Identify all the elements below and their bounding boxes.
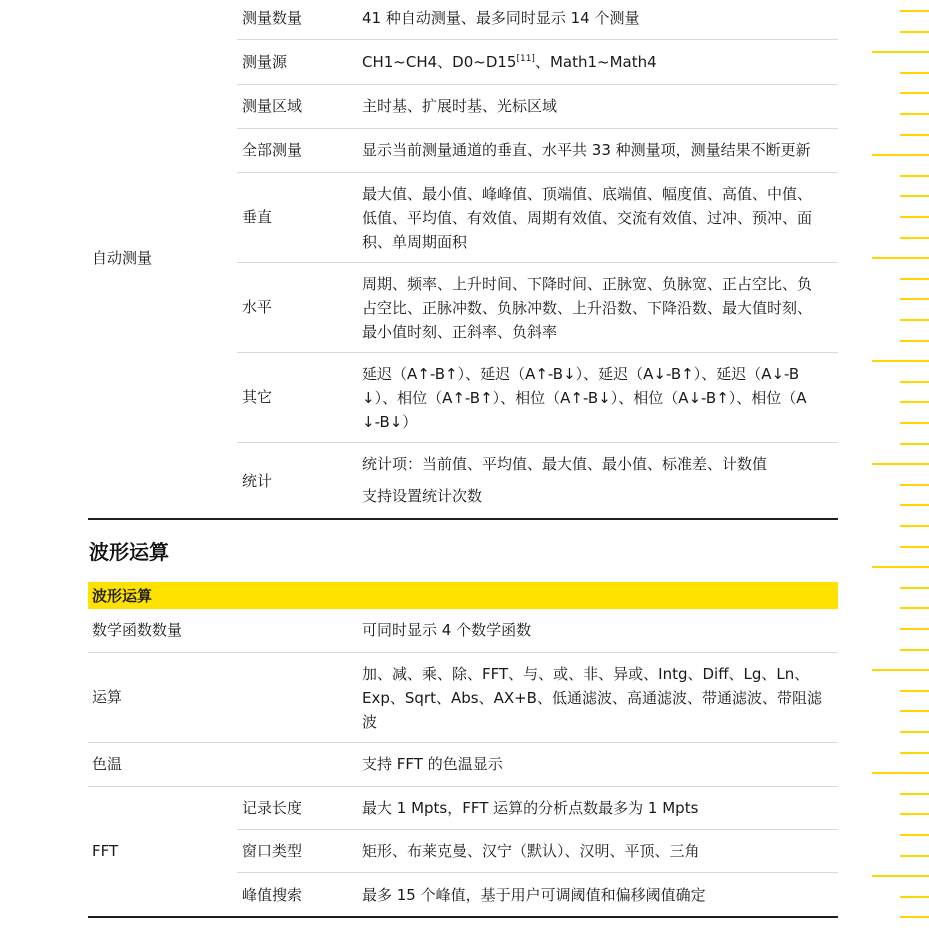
ruler-tick: [872, 772, 929, 774]
row-divider: [237, 39, 838, 40]
ruler-tick: [900, 649, 929, 651]
ruler-tick: [900, 381, 929, 383]
row-value: [362, 50, 837, 74]
row-divider: [237, 128, 838, 129]
value-line: Exp、Sqrt、Abs、AX+B、低通滤波、高通滤波、带通滤波、带阻滤: [362, 689, 822, 707]
ruler-tick: [900, 401, 929, 403]
row-value: [362, 362, 837, 434]
value-line: 支持设置统计次数: [362, 487, 483, 505]
ruler-tick: [900, 237, 929, 239]
value-line: 延迟（A↑-B↑）、延迟（A↑-B↓）、延迟（A↓-B↑）、延迟（A↓-B: [362, 365, 800, 383]
value-line: 积、单周期面积: [362, 233, 468, 251]
ruler-tick: [900, 92, 929, 94]
row-label: 运算: [92, 688, 123, 706]
row-value: 41 种自动测量、最多同时显示 14 个测量: [362, 9, 640, 27]
row-divider: [237, 262, 838, 263]
row-label: 色温: [92, 755, 123, 773]
ruler-tick: [900, 31, 929, 33]
row-label: 统计: [242, 472, 273, 490]
ruler-tick: [900, 813, 929, 815]
ruler-tick: [900, 834, 929, 836]
section-title: 波形运算: [89, 540, 169, 564]
value-text: 、Math1~Math4: [534, 53, 657, 71]
row-value: 主时基、扩展时基、光标区域: [362, 97, 558, 115]
ruler-tick: [900, 916, 929, 918]
row-value: [362, 662, 837, 734]
table-bottom-border: [88, 518, 838, 520]
value-line: 最大值、最小值、峰峰值、顶端值、底端值、幅度值、高值、中值、: [362, 185, 813, 203]
ruler-tick: [900, 113, 929, 115]
value-line: 最小值时刻、正斜率、负斜率: [362, 323, 558, 341]
row-divider: [88, 652, 838, 653]
ruler-tick: [900, 278, 929, 280]
value-line: 波: [362, 713, 378, 731]
ruler-tick: [872, 875, 929, 877]
group-label-fft: FFT: [92, 842, 119, 860]
ruler-tick: [872, 463, 929, 465]
ruler-tick: [900, 340, 929, 342]
row-value: 最大 1 Mpts，FFT 运算的分析点数最多为 1 Mpts: [362, 799, 699, 817]
row-divider: [237, 442, 838, 443]
ruler-tick: [900, 216, 929, 218]
table-header-bar: [88, 582, 838, 609]
group-label-auto-measure: 自动测量: [92, 249, 153, 267]
value-line: ↓）、相位（A↑-B↑）、相位（A↑-B↓）、相位（A↓-B↑）、相位（A: [362, 389, 807, 407]
ruler-tick: [900, 793, 929, 795]
row-label: 数学函数数量: [92, 621, 183, 639]
row-value: 矩形、布莱克曼、汉宁（默认）、汉明、平顶、三角: [362, 842, 700, 860]
row-label: 窗口类型: [242, 842, 303, 860]
row-value: [362, 182, 837, 254]
ruler-tick: [900, 134, 929, 136]
row-value: 显示当前测量通道的垂直、水平共 33 种测量项，测量结果不断更新: [362, 141, 811, 159]
ruler-tick: [872, 566, 929, 568]
value-line: 加、减、乘、除、FFT、与、或、非、异或、Intg、Diff、Lg、Ln、: [362, 665, 810, 683]
row-value: [362, 452, 837, 508]
ruler-tick: [900, 752, 929, 754]
row-divider: [237, 829, 838, 830]
ruler-tick: [900, 484, 929, 486]
page-edge-ruler-decoration: [872, 0, 929, 938]
footnote-ref: [11]: [516, 54, 535, 64]
row-label: 全部测量: [242, 141, 303, 159]
value-line: 低值、平均值、有效值、周期有效值、交流有效值、过冲、预冲、面: [362, 209, 813, 227]
ruler-tick: [900, 690, 929, 692]
row-label: 其它: [242, 388, 273, 406]
row-value: 支持 FFT 的色温显示: [362, 755, 503, 773]
row-label: 测量数量: [242, 9, 303, 27]
ruler-tick: [900, 443, 929, 445]
ruler-tick: [900, 72, 929, 74]
ruler-tick: [900, 422, 929, 424]
row-divider: [88, 786, 838, 787]
row-divider: [237, 172, 838, 173]
row-label: 垂直: [242, 208, 273, 226]
ruler-tick: [900, 504, 929, 506]
row-value: [362, 272, 837, 344]
row-divider: [237, 872, 838, 873]
ruler-tick: [900, 628, 929, 630]
row-label: 测量区域: [242, 97, 303, 115]
row-divider: [237, 352, 838, 353]
ruler-tick: [872, 669, 929, 671]
value-line: 周期、频率、上升时间、下降时间、正脉宽、负脉宽、正占空比、负: [362, 275, 813, 293]
table-header-label: 波形运算: [92, 587, 153, 605]
ruler-tick: [900, 298, 929, 300]
ruler-tick: [872, 257, 929, 259]
row-label: 测量源: [242, 53, 288, 71]
ruler-tick: [900, 175, 929, 177]
table-bottom-border: [88, 916, 838, 918]
value-line: 统计项：当前值、平均值、最大值、最小值、标准差、计数值: [362, 455, 768, 473]
value-text: CH1~CH4、D0~D15: [362, 53, 517, 71]
ruler-tick: [900, 731, 929, 733]
ruler-tick: [900, 896, 929, 898]
ruler-tick: [900, 546, 929, 548]
ruler-tick: [900, 10, 929, 12]
row-value: 最多 15 个峰值，基于用户可调阈值和偏移阈值确定: [362, 886, 706, 904]
value-line: 占空比、正脉冲数、负脉冲数、上升沿数、下降沿数、最大值时刻、: [362, 299, 813, 317]
value-line: ↓-B↓）: [362, 413, 418, 431]
ruler-tick: [900, 587, 929, 589]
ruler-tick: [900, 855, 929, 857]
row-value: 可同时显示 4 个数学函数: [362, 621, 532, 639]
ruler-tick: [900, 195, 929, 197]
ruler-tick: [900, 607, 929, 609]
ruler-tick: [872, 51, 929, 53]
row-label: 峰值搜索: [242, 886, 303, 904]
ruler-tick: [900, 525, 929, 527]
row-divider: [88, 742, 838, 743]
row-label: 记录长度: [242, 799, 303, 817]
ruler-tick: [900, 710, 929, 712]
ruler-tick: [872, 360, 929, 362]
row-divider: [237, 84, 838, 85]
ruler-tick: [900, 319, 929, 321]
row-label: 水平: [242, 298, 273, 316]
ruler-tick: [872, 154, 929, 156]
